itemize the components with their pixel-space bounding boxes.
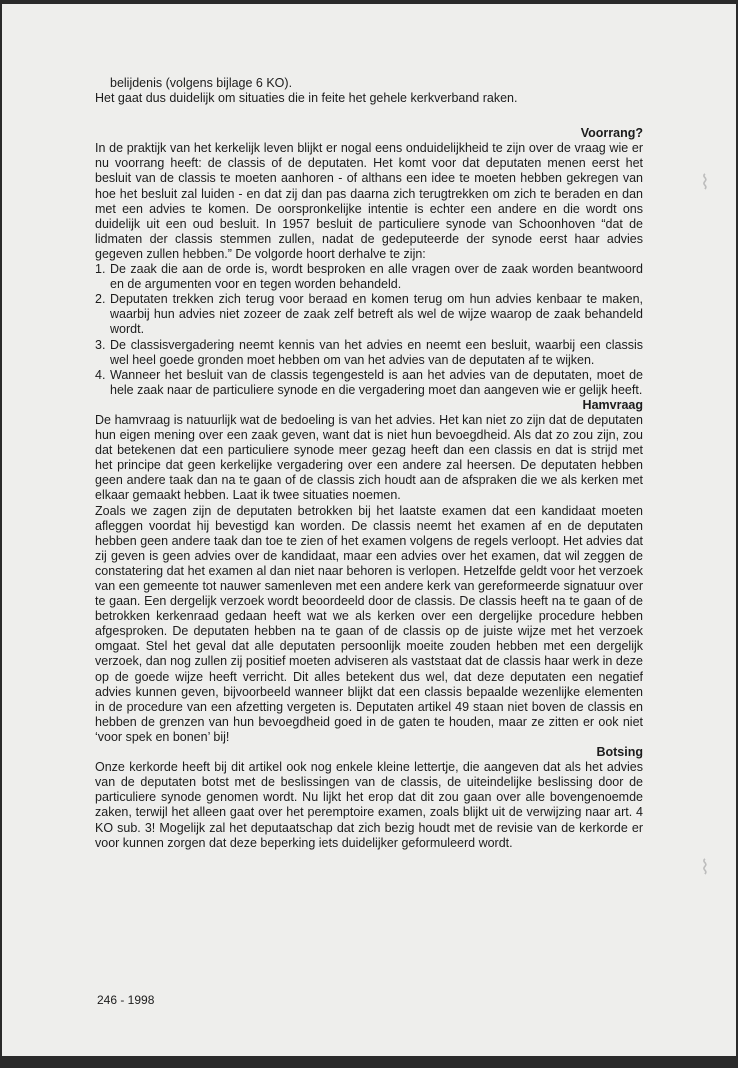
list-item: 2. Deputaten trekken zich terug voor beraad en komen terug om hun advies kenbaar te maken, waarbij hun advies niet zozeer de zaak zelf betreft als wel de wijze waarop de zaak behandeld wordt. (95, 292, 643, 337)
hamvraag-paragraph-1: De hamvraag is natuurlijk wat de bedoeling is van het advies. Het kan niet zo zijn dat de deputaten hun eigen mening over een zaak geven, want dat is niet hun bevoegdheid. Als dat zo zou zijn, zou dat betekenen dat een particuliere synode meer gezag heeft dan een classis en dat is strijd met het principe dat geen kerkelijke vergadering over een andere zal heersen. De deputaten hebben geen andere taak dan na te gaan of de classis zich houdt aan de afspraken die we als kerken met elkaar gemaakt hebben. Laat ik twee situaties noemen. (95, 412, 643, 503)
heading-botsing: Botsing (596, 745, 643, 760)
top-line-2: Het gaat dus duidelijk om situaties die in feite het gehele kerkverband raken. (95, 91, 518, 106)
scan-edge (0, 1056, 738, 1068)
botsing-paragraph: Onze kerkorde heeft bij dit artikel ook nog enkele kleine lettertje, die aangeven dat als het advies van de deputaten botst met de beslissingen van de classis, de uiteindelijke beslissing door de particuliere synode genomen wordt. Nu lijkt het erop dat dit zou gaan over alle bovengenoemde zaken, terwijl het alleen gaat over het peremptoire examen, zoals blijkt uit de verwijzing naar art. 4 KO sub. 3! Mogelijk zal het deputaatschap dat zich bezig houdt met de revisie van de kerkorde er voor kunnen zorgen dat deze beperking iets duidelijker geformuleerd wordt. (95, 760, 643, 850)
voorrang-list (95, 262, 643, 398)
hamvraag-paragraph-2: Zoals we zagen zijn de deputaten betrokken bij het laatste examen dat een kandidaat moeten afleggen voordat hij bevestigd kan worden. De classis neemt het examen af en de deputaten hebben geen andere taak dan toe te zien of het examen volgens de regels verloopt. Het advies dat zij geven is geen advies over de kandidaat, maar een advies over het examen, dat wil zeggen de constatering dat het examen al dan niet naar behoren is verlopen. Hetzelfde geldt voor het verzoek van een gemeente tot nauwer samenleven met een andere kerk van gereformeerde signatuur over te gaan. Een dergelijk verzoek wordt beoordeeld door de classis. De classis heeft na te gaan of de betrokken kerkenraad gedaan heeft wat we als kerken over een dergelijke procedure hebben afgesproken. De deputaten hebben na te gaan of de classis op de juiste wijze met het verzoek omgaat. Stel het geval dat alle deputaten persoonlijk moeite zouden hebben met een dergelijk verzoek, dan nog zullen zij positief moeten adviseren als vaststaat dat de classis haar werk in deze op de goede wijze heeft verricht. Dit alles betekent dus wel, dat deze deputaten een negatief advies kunnen geven, bijvoorbeeld wanneer blijkt dat een classis bepaalde wezenlijke elementen in de procedure van een afzetting vergeten is. Deputaten artikel 49 staan niet boven de classis en hebben de grenzen van hun bevoegdheid goed in de gaten te houden, maar ze zitten er ook niet ‘voor spek en bonen’ bij! (95, 503, 643, 744)
binding-mark-icon: ⌇ (700, 172, 710, 194)
heading-hamvraag: Hamvraag (582, 397, 643, 412)
page-number: 246 - 1998 (97, 993, 155, 1007)
text-column (95, 76, 643, 851)
list-item: 3. De classisvergadering neemt kennis van het advies en neemt een besluit, waarbij een classis wel heel goede gronden moet hebben om van het advies van de deputaten af te wijken. (95, 337, 643, 367)
list-item: 4. Wanneer het besluit van de classis tegengesteld is aan het advies van de deputaten, moet de hele zaak naar de particuliere synode en die vergadering moet dan aangeven wie er gelijk heeft. (95, 367, 643, 397)
list-item: 1. De zaak die aan de orde is, wordt besproken en alle vragen over de zaak worden beantwoord en de argumenten voor en tegen worden behandeld. (95, 262, 643, 292)
binding-mark-icon: ⌇ (700, 857, 710, 879)
top-line-1: belijdenis (volgens bijlage 6 KO). (110, 76, 293, 90)
voorrang-paragraph: In de praktijk van het kerkelijk leven blijkt er nogal eens onduidelijkheid te zijn over de vraag wie er nu voorrang heeft: de classis of de deputaten. Het komt voor dat deputaten menen eerst het besluit van de classis te moeten aanhoren - of althans een idee te moeten hebben gekregen van hoe het besluit zal luiden - en dat zij dan pas daarna zich terugtrekken om zich te beraden en dan met een advies te komen. De oorspronkelijke intentie is echter een andere en die wordt ons duidelijk uit een oud besluit. In 1957 besluit de particuliere synode van Schoonhoven “dat de lidmaten der classis stemmen zullen, nadat de gedeputeerde der synode eerst haar advies gegeven zullen hebben.” De volgorde hoort derhalve te zijn: (95, 141, 643, 261)
heading-voorrang: Voorrang? (580, 126, 643, 141)
